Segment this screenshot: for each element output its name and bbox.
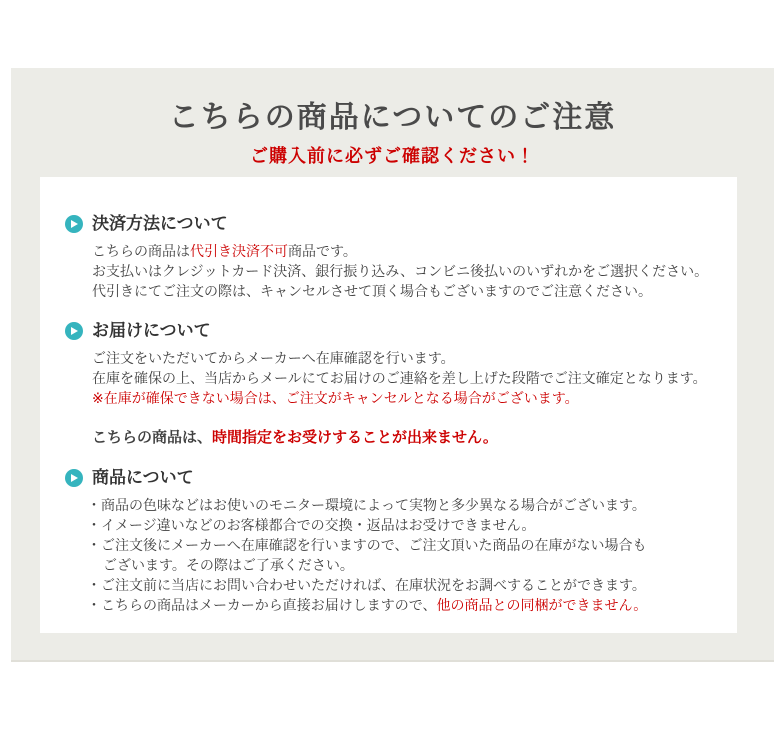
body-text: お支払いはクレジットカード決済、銀行振り込み、コンビニ後払いのいずれかをご選択ください。: [92, 263, 709, 279]
body-text: ご注文前に当店にお問い合わせいただければ、在庫状況をお調べすることができます。: [101, 577, 646, 593]
body-text: こちらの商品は: [92, 243, 190, 259]
alert-text: 他の商品との同梱ができません。: [436, 597, 648, 613]
play-circle-icon: [65, 215, 83, 233]
body-text: こちらの商品は、: [92, 429, 213, 446]
section-body: [87, 495, 737, 615]
bullet-line: [87, 575, 737, 595]
body-line: [92, 388, 737, 408]
section-heading: [65, 467, 737, 489]
bullet-glyph: ・: [87, 577, 101, 593]
alert-text: 代引き決済不可: [190, 243, 288, 259]
body-line: [92, 368, 737, 388]
page-subtitle: ご購入前に必ずご確認ください！: [250, 146, 535, 166]
spacer-line: [92, 408, 737, 428]
section-body: [92, 241, 737, 301]
sections-container: [40, 213, 737, 615]
section-product: [40, 467, 737, 615]
alert-text: ※在庫が確保できない場合は、ご注文がキャンセルとなる場合がございます。: [92, 390, 579, 406]
body-line: [92, 428, 737, 448]
section-body: [92, 348, 737, 448]
body-text: 商品の色味などはお使いのモニター環境によって実物と多少異なる場合がございます。: [101, 497, 646, 513]
body-line: [92, 281, 737, 301]
notice-frame: [11, 68, 774, 662]
section-payment: [40, 213, 737, 301]
body-text: ございます。その際はご了承ください。: [103, 557, 354, 573]
bullet-glyph: ・: [87, 497, 101, 513]
bullet-glyph: ・: [87, 537, 101, 553]
section-heading: [65, 320, 737, 342]
bullet-line: [87, 535, 737, 555]
section-delivery: [40, 320, 737, 448]
body-text: 商品です。: [288, 243, 357, 259]
section-heading: [65, 213, 737, 235]
section-heading-label: 商品について: [92, 468, 194, 487]
bullet-glyph: ・: [87, 517, 101, 533]
bullet-line: [87, 495, 737, 515]
page-title: こちらの商品についてのご注意: [168, 101, 617, 134]
body-line: [92, 555, 737, 575]
body-text: ご注文後にメーカーへ在庫確認を行いますので、ご注文頂いた商品の在庫がない場合も: [101, 537, 647, 553]
body-text: こちらの商品はメーカーから直接お届けしますので、: [101, 597, 437, 613]
body-text: 代引きにてご注文の際は、キャンセルさせて頂く場合もございますのでご注意ください。: [92, 283, 652, 299]
bullet-line: [87, 515, 737, 535]
body-line: [92, 348, 737, 368]
body-line: [92, 261, 737, 281]
notice-panel: [40, 177, 737, 633]
section-heading-label: 決済方法について: [92, 214, 228, 233]
body-text: ご注文をいただいてからメーカーへ在庫確認を行います。: [92, 350, 455, 366]
play-circle-icon: [65, 469, 83, 487]
body-text: 在庫を確保の上、当店からメールにてお届けのご連絡を差し上げた段階でご注文確定となります。: [92, 370, 707, 386]
alert-text: 時間指定をお受けすることが出来ません。: [212, 429, 498, 446]
body-line: [92, 241, 737, 261]
bullet-line: [87, 595, 737, 615]
bullet-glyph: ・: [87, 597, 101, 613]
body-text: イメージ違いなどのお客様都合での交換・返品はお受けできません。: [101, 517, 536, 533]
section-heading-label: お届けについて: [92, 321, 211, 340]
play-circle-icon: [65, 322, 83, 340]
